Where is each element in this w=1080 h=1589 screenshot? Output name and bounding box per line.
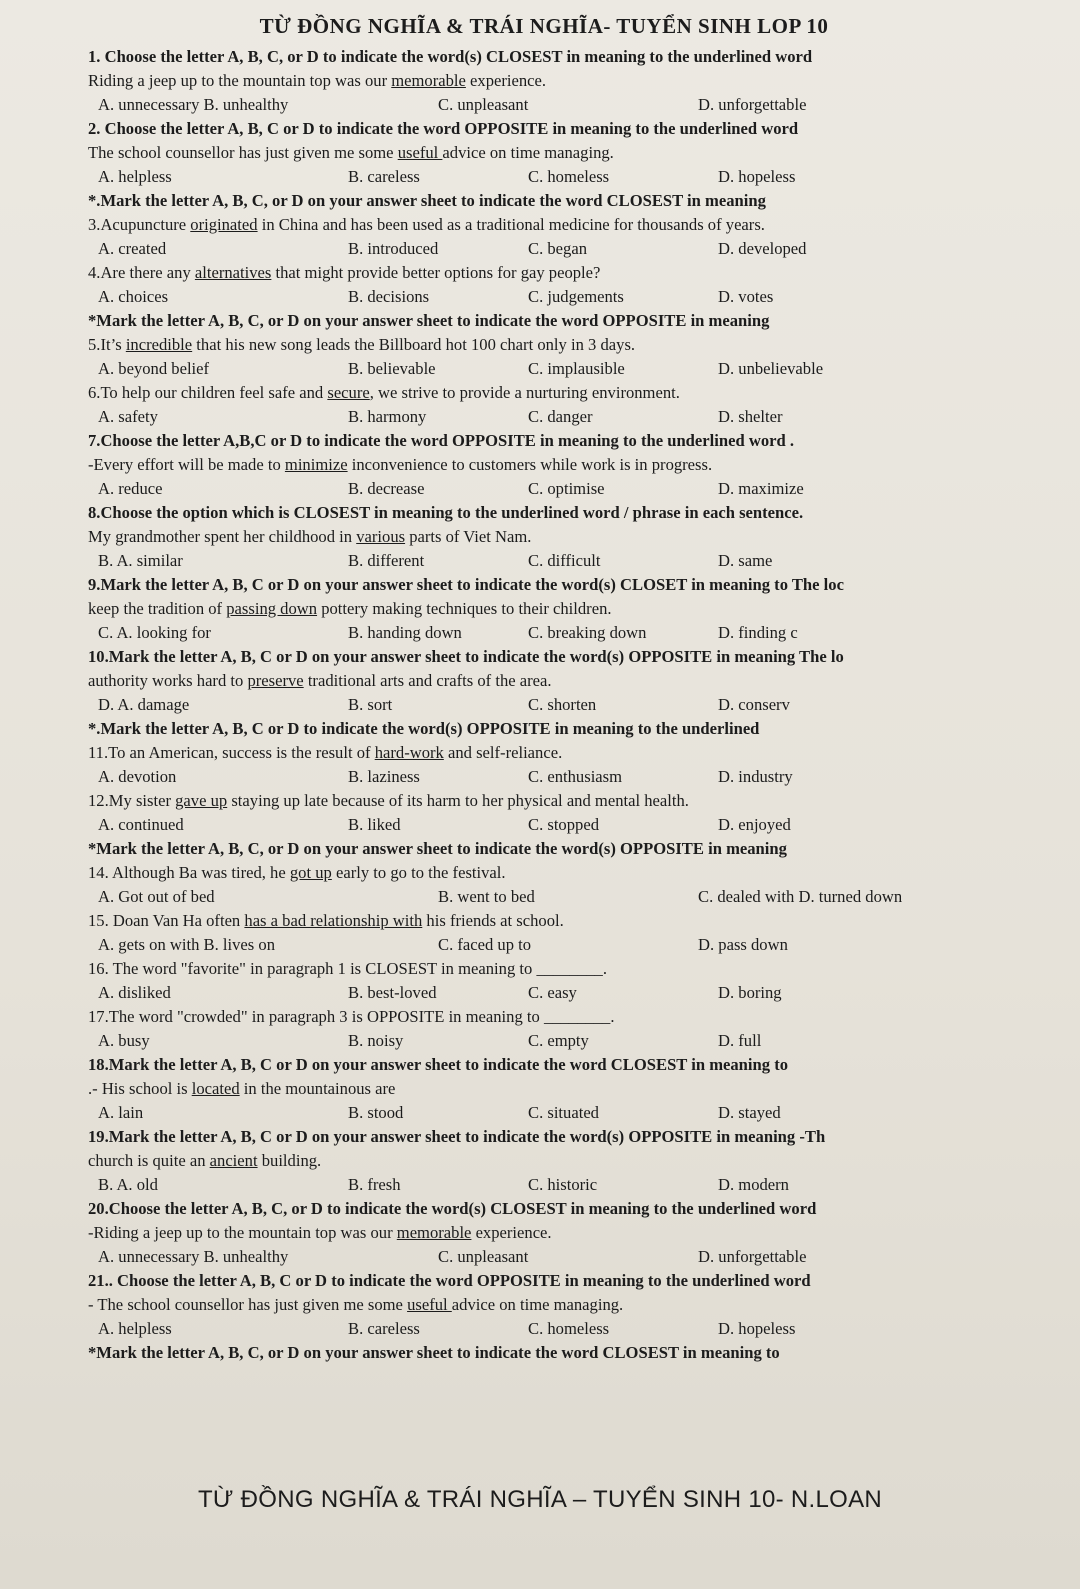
question-stem: [88, 525, 1070, 549]
answer-options: [88, 405, 1070, 429]
answer-option[interactable]: D. maximize: [718, 479, 804, 498]
page-title: TỪ ĐỒNG NGHĨA & TRÁI NGHĨA- TUYỂN SINH LOP 10: [259, 14, 829, 38]
answer-option[interactable]: A. beyond belief: [98, 359, 210, 378]
stem-text: 15. Doan Van Ha often: [88, 911, 245, 930]
stem-text: 4.Are there any: [88, 263, 195, 282]
question-instruction: 7.Choose the letter A,B,C or D to indicate the word OPPOSITE in meaning to the underlined word .: [88, 431, 795, 450]
underlined-word: preserve: [247, 671, 304, 690]
underlined-word: passing down: [226, 599, 318, 618]
question-block: [88, 117, 1070, 189]
answer-option[interactable]: B. liked: [348, 815, 401, 834]
answer-option[interactable]: B. careless: [348, 167, 420, 186]
question-stem: [88, 597, 1070, 621]
question-stem: [88, 789, 1070, 813]
stem-text: 6.To help our children feel safe and: [88, 383, 328, 402]
stem-text: -Riding a jeep up to the mountain top was our: [88, 1223, 397, 1242]
question-block: [88, 1269, 1070, 1341]
question-instruction: 20.Choose the letter A, B, C, or D to indicate the word(s) CLOSEST in meaning to the underlined word: [88, 1199, 817, 1218]
answer-options: [88, 165, 1070, 189]
question-instruction: 19.Mark the letter A, B, C or D on your answer sheet to indicate the word(s) OPPOSITE in meaning -Th: [88, 1127, 826, 1146]
answer-option[interactable]: B. A. similar: [98, 551, 183, 570]
stem-text: ________.: [536, 959, 607, 978]
underlined-word: gave up: [175, 791, 228, 810]
question-block: [88, 501, 1070, 573]
underlined-word: ancient: [209, 1151, 258, 1170]
underlined-word: originated: [190, 215, 258, 234]
answer-option[interactable]: A. gets on with B. lives on: [98, 935, 275, 954]
answer-option[interactable]: D. same: [718, 551, 773, 570]
answer-options: [88, 357, 1070, 381]
question-stem: [88, 1293, 1070, 1317]
question-block: [88, 381, 1070, 429]
answer-option[interactable]: C. difficult: [528, 551, 601, 570]
answer-option[interactable]: B. different: [348, 551, 425, 570]
question-block: [88, 429, 1070, 501]
answer-option[interactable]: D. A. damage: [98, 695, 190, 714]
question-stem: [88, 669, 1070, 693]
answer-option[interactable]: D. shelter: [718, 407, 783, 426]
stem-text: inconvenience to customers while work is in progress.: [347, 455, 713, 474]
stem-text: parts of Viet Nam.: [405, 527, 532, 546]
answer-option[interactable]: B. best-loved: [348, 983, 437, 1002]
answer-option[interactable]: B. harmony: [348, 407, 427, 426]
answer-option[interactable]: C. easy: [528, 983, 577, 1002]
answer-option[interactable]: C. began: [528, 239, 587, 258]
underlined-word: various: [356, 527, 406, 546]
stem-text: authority works hard to: [88, 671, 248, 690]
answer-option[interactable]: A. helpless: [98, 1319, 172, 1338]
answer-options: [88, 981, 1070, 1005]
answer-option[interactable]: C. faced up to: [438, 935, 532, 954]
answer-options: [88, 813, 1070, 837]
answer-option[interactable]: D. unforgettable: [698, 1247, 807, 1266]
answer-option[interactable]: C. shorten: [528, 695, 597, 714]
answer-option[interactable]: C. homeless: [528, 167, 610, 186]
stem-text: 3.Acupuncture: [88, 215, 191, 234]
stem-text: 12.My sister: [88, 791, 176, 810]
stem-text: staying up late because of its harm to her physical and mental health.: [227, 791, 689, 810]
question-block: [88, 909, 1070, 957]
stem-text: traditional arts and crafts of the area.: [303, 671, 552, 690]
answer-option[interactable]: C. situated: [528, 1103, 599, 1122]
answer-option[interactable]: B. laziness: [348, 767, 420, 786]
answer-option[interactable]: C. empty: [528, 1031, 589, 1050]
question-stem: [88, 333, 1070, 357]
answer-option[interactable]: A. lain: [98, 1103, 144, 1122]
stem-text: - The school counsellor has just given me some: [88, 1295, 408, 1314]
answer-option[interactable]: C. implausible: [528, 359, 625, 378]
answer-option[interactable]: C. unpleasant: [438, 95, 529, 114]
question-block: [88, 189, 1070, 261]
answer-option[interactable]: A. disliked: [98, 983, 171, 1002]
question-block: [88, 573, 1070, 645]
answer-options: [88, 1029, 1070, 1053]
stem-text: The school counsellor has just given me some: [88, 143, 398, 162]
answer-option[interactable]: D. developed: [718, 239, 807, 258]
stem-text: that his new song leads the Billboard hot 100 chart only in 3 days.: [192, 335, 636, 354]
answer-options: [88, 1245, 1070, 1269]
question-block: [88, 1053, 1070, 1125]
stem-text: experience.: [465, 71, 547, 90]
answer-option[interactable]: B. believable: [348, 359, 436, 378]
answer-option[interactable]: D. hopeless: [718, 1319, 796, 1338]
answer-option[interactable]: A. reduce: [98, 479, 163, 498]
answer-option[interactable]: D. full: [718, 1031, 762, 1050]
stem-text: in the mountainous are: [239, 1079, 396, 1098]
stem-text: and self-reliance.: [443, 743, 563, 762]
question-stem: [88, 909, 1070, 933]
question-instruction: *.Mark the letter A, B, C, or D on your answer sheet to indicate the word CLOSEST in meaning: [88, 191, 766, 210]
answer-option[interactable]: D. industry: [718, 767, 793, 786]
question-instruction: 10.Mark the letter A, B, C or D on your answer sheet to indicate the word(s) OPPOSITE in meaning The lo: [88, 647, 844, 666]
answer-option[interactable]: B. decisions: [348, 287, 430, 306]
answer-options: [88, 885, 1070, 909]
stem-text: his friends at school.: [422, 911, 564, 930]
answer-option[interactable]: C. dealed with D. turned down: [698, 887, 903, 906]
answer-option[interactable]: D. stayed: [718, 1103, 781, 1122]
stem-text: keep the tradition of: [88, 599, 227, 618]
answer-option[interactable]: C. unpleasant: [438, 1247, 529, 1266]
question-stem: [88, 261, 1070, 285]
stem-text: building.: [257, 1151, 322, 1170]
answer-option[interactable]: C. A. looking for: [98, 623, 211, 642]
answer-options: [88, 549, 1070, 573]
answer-option[interactable]: C. judgements: [528, 287, 624, 306]
last-instruction: *Mark the letter A, B, C, or D on your answer sheet to indicate the word CLOSEST in meaning to: [88, 1343, 780, 1362]
question-instruction: *Mark the letter A, B, C, or D on your answer sheet to indicate the word(s) OPPOSITE in meaning: [88, 839, 787, 858]
answer-option[interactable]: C. homeless: [528, 1319, 610, 1338]
question-list: [88, 45, 1070, 1341]
footer-title: TỪ ĐỒNG NGHĨA & TRÁI NGHĨA – TUYỂN SINH 10- N.LOAN: [197, 1486, 883, 1513]
question-instruction: 18.Mark the letter A, B, C or D on your answer sheet to indicate the word CLOSEST in meaning to: [88, 1055, 789, 1074]
stem-text: pottery making techniques to their children.: [317, 599, 612, 618]
question-stem: [88, 1005, 1070, 1029]
question-instruction: 1. Choose the letter A, B, C, or D to indicate the word(s) CLOSEST in meaning to the underlined word: [88, 47, 813, 66]
answer-option[interactable]: D. conserv: [718, 695, 790, 714]
stem-text: My grandmother spent her childhood in: [88, 527, 357, 546]
answer-option[interactable]: A. devotion: [98, 767, 177, 786]
question-instruction: 21.. Choose the letter A, B, C or D to indicate the word OPPOSITE in meaning to the underlined word: [88, 1271, 811, 1290]
stem-text: -Every effort will be made to: [88, 455, 285, 474]
stem-text: early to go to the festival.: [331, 863, 506, 882]
stem-text: 17.The word "crowded" in paragraph 3 is OPPOSITE in meaning to: [88, 1007, 544, 1026]
answer-option[interactable]: B. introduced: [348, 239, 439, 258]
answer-option[interactable]: D. votes: [718, 287, 774, 306]
answer-options: [88, 1317, 1070, 1341]
question-instruction: 2. Choose the letter A, B, C or D to indicate the word OPPOSITE in meaning to the underlined word: [88, 119, 799, 138]
answer-option[interactable]: A. choices: [98, 287, 169, 306]
question-block: [88, 789, 1070, 837]
underlined-word: has a bad relationship with: [244, 911, 423, 930]
answer-option[interactable]: B. careless: [348, 1319, 420, 1338]
underlined-word: located: [191, 1079, 240, 1098]
stem-text: ________.: [543, 1007, 615, 1026]
answer-option[interactable]: D. hopeless: [718, 167, 796, 186]
stem-text: in China and has been used as a traditional medicine for thousands of years.: [257, 215, 765, 234]
underlined-word: incredible: [125, 335, 193, 354]
answer-option[interactable]: B. decrease: [348, 479, 425, 498]
answer-option[interactable]: A. Got out of bed: [98, 887, 215, 906]
question-block: [88, 261, 1070, 309]
answer-option[interactable]: A. continued: [98, 815, 184, 834]
stem-text: that might provide better options for gay people?: [271, 263, 601, 282]
answer-options: [88, 1101, 1070, 1125]
answer-option[interactable]: B. noisy: [348, 1031, 404, 1050]
answer-options: [88, 933, 1070, 957]
answer-option[interactable]: D. pass down: [698, 935, 788, 954]
question-block: [88, 309, 1070, 381]
underlined-word: alternatives: [194, 263, 272, 282]
question-stem: [88, 1221, 1070, 1245]
question-stem: [88, 1077, 1070, 1101]
answer-option[interactable]: D. unforgettable: [698, 95, 807, 114]
answer-options: [88, 1173, 1070, 1197]
answer-option[interactable]: C. breaking down: [528, 623, 647, 642]
question-block: [88, 645, 1070, 717]
question-instruction: *.Mark the letter A, B, C or D to indicate the word(s) OPPOSITE in meaning to the underlined: [88, 719, 760, 738]
answer-option[interactable]: D. finding c: [718, 623, 798, 642]
answer-options: [88, 93, 1070, 117]
stem-text: 14. Although Ba was tired, he: [88, 863, 290, 882]
stem-text: Riding a jeep up to the mountain top was our: [88, 71, 392, 90]
underlined-word: secure: [327, 383, 370, 402]
answer-option[interactable]: D. boring: [718, 983, 782, 1002]
answer-option[interactable]: B. A. old: [98, 1175, 158, 1194]
answer-option[interactable]: D. enjoyed: [718, 815, 791, 834]
question-instruction: 9.Mark the letter A, B, C or D on your answer sheet to indicate the word(s) CLOSET in meaning to The loc: [88, 575, 844, 594]
stem-text: advice on time managing.: [451, 1295, 624, 1314]
answer-option[interactable]: C. danger: [528, 407, 593, 426]
stem-text: , we strive to provide a nurturing environment.: [369, 383, 680, 402]
underlined-word: got up: [289, 863, 332, 882]
stem-text: 11.To an American, success is the result of: [88, 743, 375, 762]
stem-text: church is quite an: [88, 1151, 210, 1170]
question-block: [88, 957, 1070, 1005]
answer-options: [88, 285, 1070, 309]
answer-option[interactable]: A. safety: [98, 407, 158, 426]
underlined-word: memorable: [396, 1223, 472, 1242]
answer-option[interactable]: C. stopped: [528, 815, 599, 834]
stem-text: .- His school is: [88, 1079, 192, 1098]
question-block: [88, 1005, 1070, 1053]
stem-text: advice on time managing.: [442, 143, 614, 162]
answer-options: [88, 693, 1070, 717]
answer-options: [88, 621, 1070, 645]
answer-option[interactable]: C. enthusiasm: [528, 767, 623, 786]
answer-options: [88, 477, 1070, 501]
question-stem: [88, 1149, 1070, 1173]
question-block: [88, 837, 1070, 909]
question-stem: [88, 957, 1070, 981]
answer-options: [88, 765, 1070, 789]
stem-text: experience.: [471, 1223, 552, 1242]
underlined-word: minimize: [284, 455, 348, 474]
question-block: [88, 1125, 1070, 1197]
underlined-word: memorable: [391, 71, 466, 90]
answer-option[interactable]: D. unbelievable: [718, 359, 824, 378]
answer-option[interactable]: B. went to bed: [438, 887, 535, 906]
answer-option[interactable]: C. historic: [528, 1175, 598, 1194]
question-stem: [88, 213, 1070, 237]
answer-option[interactable]: A. created: [98, 239, 167, 258]
answer-option[interactable]: B. fresh: [348, 1175, 401, 1194]
answer-option[interactable]: B. stood: [348, 1103, 404, 1122]
question-block: [88, 45, 1070, 117]
answer-option[interactable]: B. sort: [348, 695, 393, 714]
question-block: [88, 1197, 1070, 1269]
stem-text: 5.It’s: [88, 335, 126, 354]
question-stem: [88, 741, 1070, 765]
question-instruction: 8.Choose the option which is CLOSEST in meaning to the underlined word / phrase in each sentence.: [88, 503, 804, 522]
question-block: [88, 717, 1070, 789]
answer-option[interactable]: A. unnecessary B. unhealthy: [98, 95, 289, 114]
question-stem: [88, 141, 1070, 165]
question-stem: [88, 69, 1070, 93]
question-instruction: *Mark the letter A, B, C, or D on your answer sheet to indicate the word OPPOSITE in meaning: [88, 311, 770, 330]
underlined-word: hard-work: [374, 743, 444, 762]
question-stem: [88, 861, 1070, 885]
underlined-word: useful: [397, 143, 443, 162]
question-stem: [88, 453, 1070, 477]
answer-option[interactable]: D. modern: [718, 1175, 789, 1194]
answer-option[interactable]: C. optimise: [528, 479, 605, 498]
answer-option[interactable]: A. unnecessary B. unhealthy: [98, 1247, 289, 1266]
underlined-word: useful: [407, 1295, 452, 1314]
stem-text: 16. The word "favorite" in paragraph 1 is CLOSEST in meaning to: [88, 959, 537, 978]
answer-option[interactable]: A. helpless: [98, 167, 172, 186]
answer-option[interactable]: B. handing down: [348, 623, 462, 642]
answer-option[interactable]: A. busy: [98, 1031, 150, 1050]
question-stem: [88, 381, 1070, 405]
answer-options: [88, 237, 1070, 261]
